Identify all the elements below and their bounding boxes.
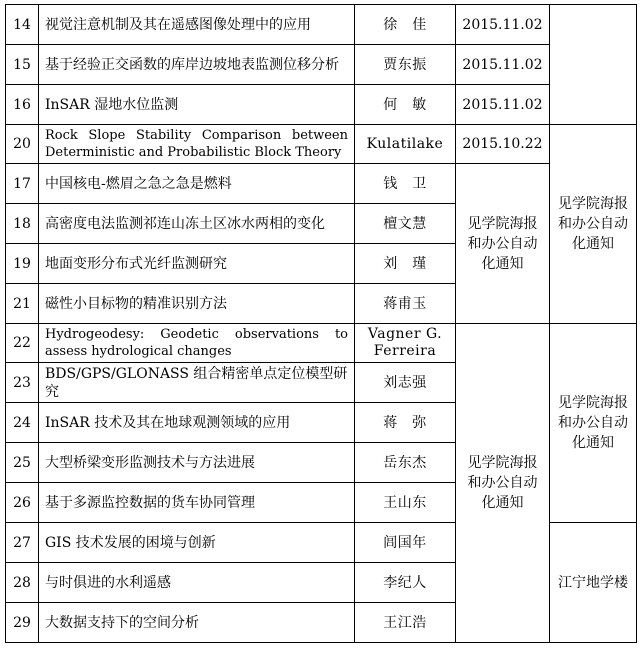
table-row bbox=[6, 125, 637, 164]
report-title: 磁性小目标物的精准识别方法 bbox=[39, 284, 355, 324]
speaker-name: 蒋 弥 bbox=[355, 403, 456, 443]
venue-note: 见学院海报和办公自动化通知 bbox=[550, 324, 637, 523]
report-title: 与时俱进的水利遥感 bbox=[39, 563, 355, 603]
venue-note: 见学院海报和办公自动化通知 bbox=[550, 125, 637, 324]
row-number: 27 bbox=[6, 523, 39, 563]
row-number: 20 bbox=[6, 125, 39, 164]
speaker-name: 刘 瑾 bbox=[355, 244, 456, 284]
row-number: 25 bbox=[6, 443, 39, 483]
report-date: 2015.11.02 bbox=[456, 85, 550, 125]
report-title: 基于多源监控数据的货车协同管理 bbox=[39, 483, 355, 523]
row-number: 15 bbox=[6, 45, 39, 85]
speaker-name: 闾国年 bbox=[355, 523, 456, 563]
speaker-name: 王山东 bbox=[355, 483, 456, 523]
row-number: 29 bbox=[6, 603, 39, 643]
report-title: 大数据支持下的空间分析 bbox=[39, 603, 355, 643]
row-number: 22 bbox=[6, 324, 39, 363]
speaker-name: 刘志强 bbox=[355, 363, 456, 403]
report-title: InSAR 技术及其在地球观测领域的应用 bbox=[39, 403, 355, 443]
speaker-name: 徐 佳 bbox=[355, 5, 456, 45]
venue-location: 江宁地学楼 bbox=[550, 523, 637, 643]
speaker-name: 蒋甫玉 bbox=[355, 284, 456, 324]
table-row bbox=[6, 85, 637, 125]
report-title: BDS/GPS/GLONASS 组合精密单点定位模型研究 bbox=[39, 363, 355, 403]
speaker-name: Vagner G. Ferreira bbox=[355, 324, 456, 363]
row-number: 23 bbox=[6, 363, 39, 403]
table-row bbox=[6, 324, 637, 363]
report-date: 2015.11.02 bbox=[456, 45, 550, 85]
table-row bbox=[6, 45, 637, 85]
report-title: GIS 技术发展的困境与创新 bbox=[39, 523, 355, 563]
report-date: 2015.11.02 bbox=[456, 5, 550, 45]
empty-cell bbox=[550, 5, 637, 125]
report-title: 视觉注意机制及其在遥感图像处理中的应用 bbox=[39, 5, 355, 45]
row-number: 14 bbox=[6, 5, 39, 45]
row-number: 18 bbox=[6, 204, 39, 244]
row-number: 28 bbox=[6, 563, 39, 603]
date-note: 见学院海报和办公自动化通知 bbox=[456, 324, 550, 643]
speaker-name: 檀文慧 bbox=[355, 204, 456, 244]
row-number: 17 bbox=[6, 164, 39, 204]
report-title: Rock Slope Stability Comparison between Deterministic and Probabilistic Block Theory bbox=[39, 125, 355, 164]
date-note: 见学院海报和办公自动化通知 bbox=[456, 164, 550, 324]
speaker-name: 钱 卫 bbox=[355, 164, 456, 204]
row-number: 24 bbox=[6, 403, 39, 443]
report-title: 基于经验正交函数的库岸边坡地表监测位移分析 bbox=[39, 45, 355, 85]
row-number: 21 bbox=[6, 284, 39, 324]
report-title: 中国核电-燃眉之急之急是燃料 bbox=[39, 164, 355, 204]
speaker-name: 李纪人 bbox=[355, 563, 456, 603]
row-number: 16 bbox=[6, 85, 39, 125]
table-row bbox=[6, 164, 637, 204]
table-row bbox=[6, 5, 637, 45]
speaker-name: 岳东杰 bbox=[355, 443, 456, 483]
report-title: 高密度电法监测祁连山冻土区冰水两相的变化 bbox=[39, 204, 355, 244]
row-number: 26 bbox=[6, 483, 39, 523]
speaker-name: 贾东振 bbox=[355, 45, 456, 85]
report-title: InSAR 湿地水位监测 bbox=[39, 85, 355, 125]
speaker-name: 王江浩 bbox=[355, 603, 456, 643]
seminar-table bbox=[5, 4, 637, 643]
report-title: 大型桥梁变形监测技术与方法进展 bbox=[39, 443, 355, 483]
row-number: 19 bbox=[6, 244, 39, 284]
report-title: Hydrogeodesy: Geodetic observations to assess hydrological changes bbox=[39, 324, 355, 363]
speaker-name: 何 敏 bbox=[355, 85, 456, 125]
speaker-name: Kulatilake bbox=[355, 125, 456, 164]
report-title: 地面变形分布式光纤监测研究 bbox=[39, 244, 355, 284]
report-date: 2015.10.22 bbox=[456, 125, 550, 164]
